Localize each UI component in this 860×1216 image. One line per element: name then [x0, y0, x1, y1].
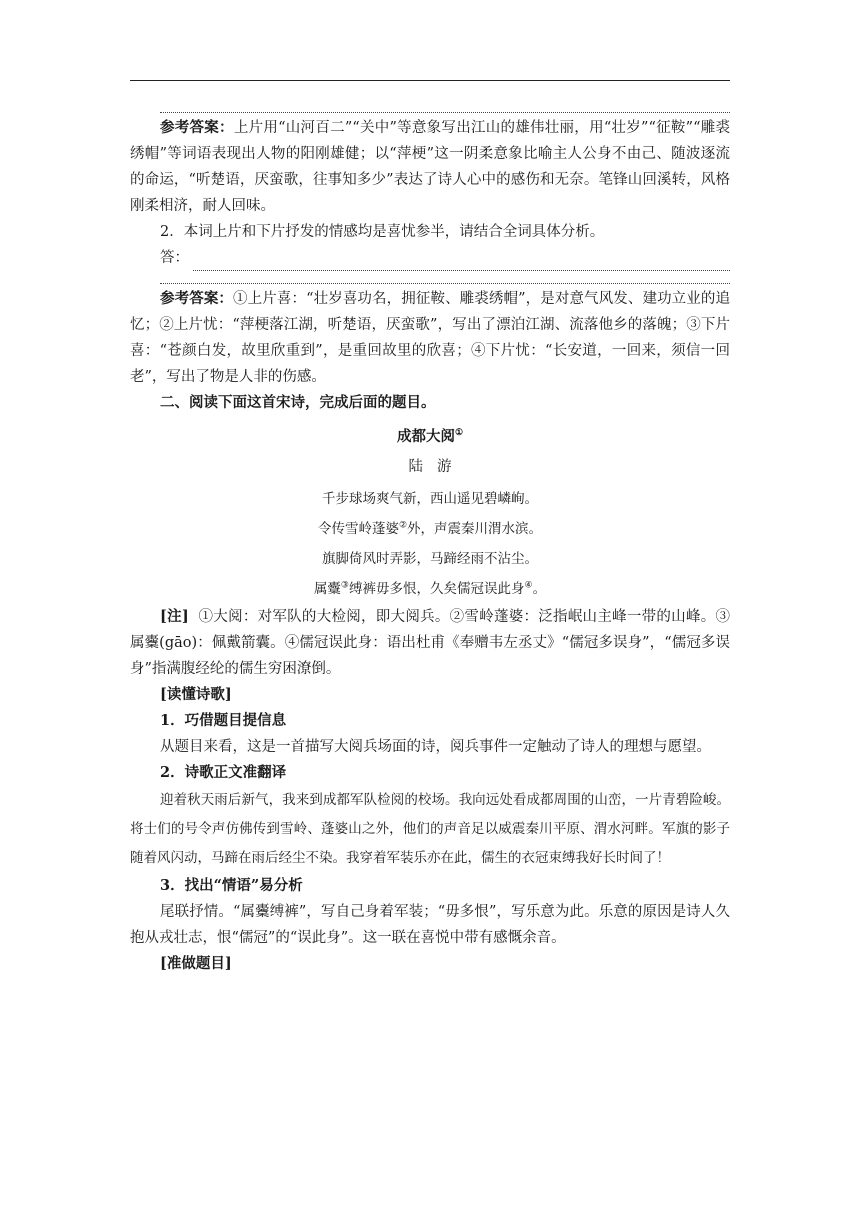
translation-text: 迎着秋天雨后新气，我来到成都军队检阅的校场。我向远处看成都周围的山峦，一片青碧险峻。将士们的号令声仿佛传到雪岭、蓬婆山之外，他们的声音足以威震秦川平原、渭水河畔。军旗的影子随着风闪动，马蹄在雨后经尘不染。我穿着军装乐亦在此，儒生的衣冠束缚我好长时间了！ — [130, 792, 730, 866]
question-2: 2．本词上片和下片抒发的情感均是喜忧参半，请结合全词具体分析。 — [160, 224, 605, 240]
poem-line-4: 属櫜③缚裤毋多恨，久矣儒冠误此身④。 — [313, 580, 547, 597]
answer-line — [160, 100, 730, 113]
poem-author: 陆游 — [408, 459, 466, 475]
header-rule — [130, 80, 730, 81]
step-1-heading: 1．巧借题目提信息 — [160, 712, 287, 729]
reference-answer-1: 参考答案：上片用“山河百二”“关中”等意象写出江山的雄伟壮丽，用“壮岁”“征鞍”“雕裘绣帽”等词语表现出人物的阳刚雄健；以“萍梗”这一阴柔意象比喻主人公身不由己、随波逐流的命运，“听楚语，厌蛮歌，往事知多少”表达了诗人心中的感伤和无奈。笔锋山回溪转，风格刚柔相济，耐人回味。 — [130, 119, 731, 214]
reference-answer-2: 参考答案：①上片喜：“壮岁喜功名，拥征鞍、雕裘绣帽”，是对意气风发、建功立业的追忆；②上片忧：“萍梗落江湖，听楚语，厌蛮歌”，写出了漂泊江湖、流落他乡的落魄；③下片喜：“苍颜白发，故里欣重到”，是重回故里的欣喜；④下片忧：“长安道，一回来，须信一回老”，写出了物是人非的伤感。 — [130, 290, 731, 385]
step-3-heading: 3．找出“情语”易分析 — [160, 877, 303, 894]
step-3-text: 尾联抒情。“属櫜缚裤”，写自己身着军装；“毋多恨”，写乐意为此。乐意的原因是诗人久抱从戎壮志，恨“儒冠”的“误此身”。这一联在喜悦中带有感慨余音。 — [130, 904, 730, 946]
poem-line-2: 令传雪岭蓬婆②外，声震秦川渭水滨。 — [317, 520, 543, 537]
answer-label: 答： — [160, 250, 189, 266]
poem-line-1: 千步球场爽气新，西山遥见碧嶙峋。 — [322, 491, 538, 507]
answer-line — [160, 271, 730, 284]
step-2-heading: 2．诗歌正文准翻译 — [160, 764, 287, 781]
do-questions-heading: [准做题目] — [160, 955, 232, 972]
section-heading-2: 二、阅读下面这首宋诗，完成后面的题目。 — [160, 394, 436, 411]
read-poem-heading: [读懂诗歌] — [160, 686, 232, 703]
poem-notes: [注] ①大阅：对军队的大检阅，即大阅兵。②雪岭蓬婆：泛指岷山主峰一带的山峰。③属櫜(gāo)：佩戴箭囊。④儒冠误此身：语出杜甫《奉赠韦左丞丈》“儒冠多误身”，“儒冠多误身”指满腹经纶的儒生穷困潦倒。 — [130, 608, 730, 677]
poem-line-3: 旗脚倚风时弄影，马蹄经雨不沾尘。 — [322, 551, 538, 567]
step-1-text: 从题目来看，这是一首描写大阅兵场面的诗，阅兵事件一定触动了诗人的理想与愿望。 — [160, 739, 711, 755]
answer-row — [130, 245, 730, 271]
poem-title: 成都大阅① — [396, 428, 464, 445]
content — [130, 100, 730, 977]
answer-line — [193, 254, 730, 271]
